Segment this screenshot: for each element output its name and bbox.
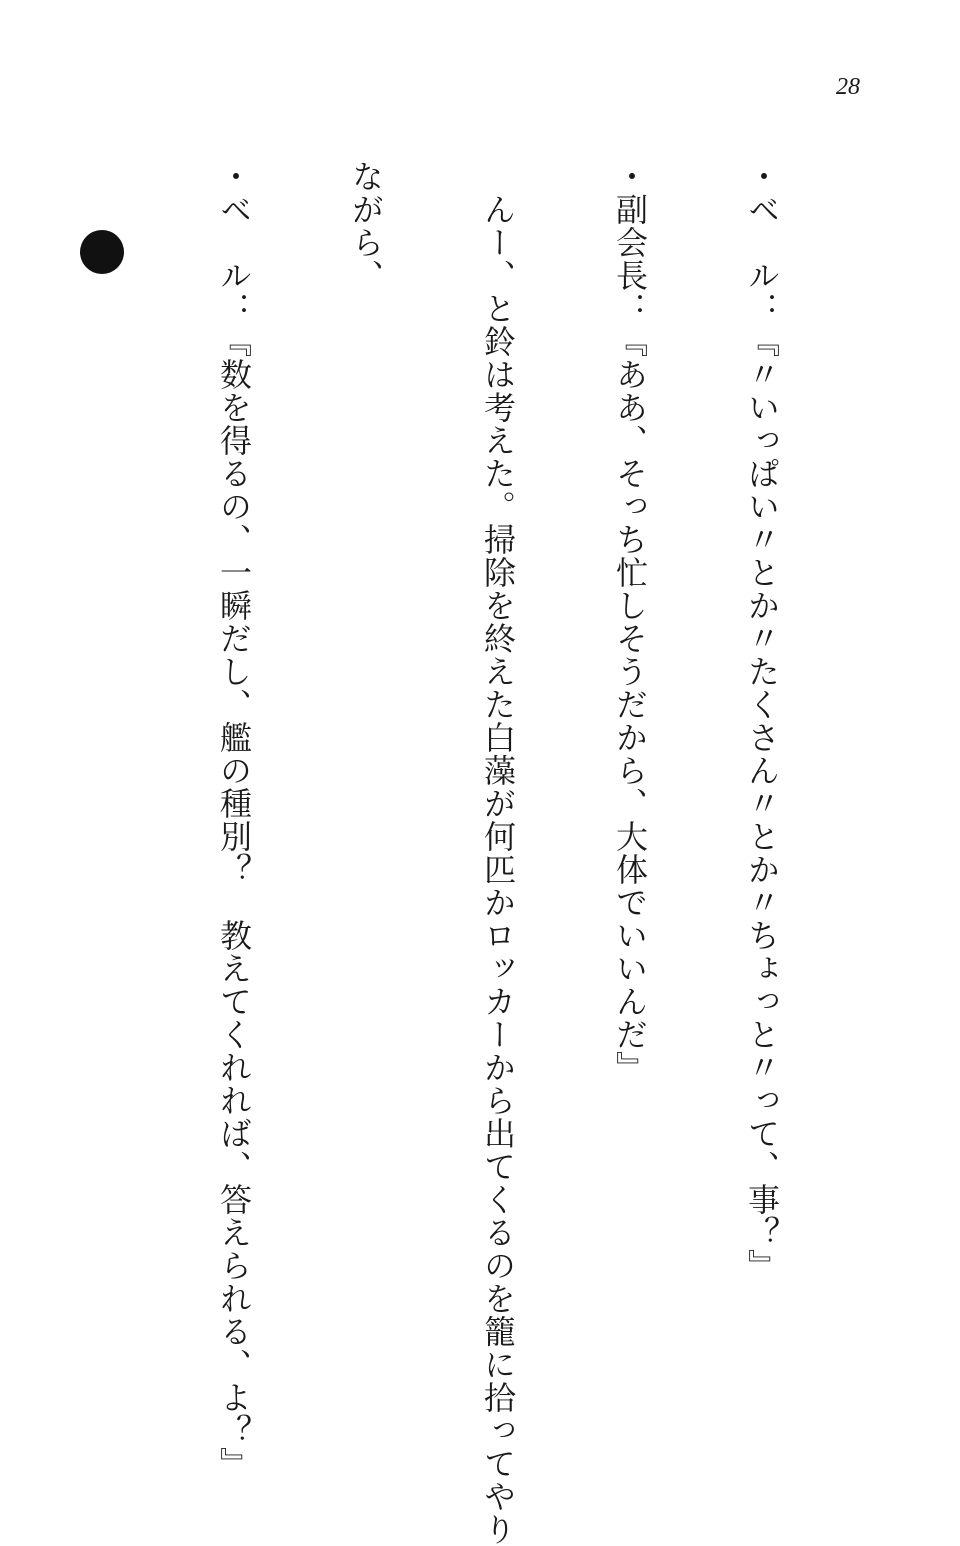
section-break-dot-icon	[80, 230, 124, 274]
page-number: 28	[836, 74, 860, 100]
text-line: ながら、	[347, 160, 385, 292]
text-line: ・ベ ル：『〃いっぱい〃とか〃たくさん〃とか〃ちょっと〃って、事？』	[743, 160, 781, 1282]
text-line: ・副会長：『ああ、そっち忙しそうだから、大体でいいんだ』	[611, 160, 649, 1084]
section-break	[80, 160, 124, 1350]
text-line: んー、と鈴は考えた。掃除を終えた白藻が何匹かロッカーから出てくるのを籠に拾ってやり	[479, 160, 517, 1546]
vertical-text-body	[0, 160, 872, 1546]
text-line: ・ベ ル：『数を得るの、一瞬だし、艦の種別？ 教えてくれれば、答えられる、よ？』	[215, 160, 253, 1480]
